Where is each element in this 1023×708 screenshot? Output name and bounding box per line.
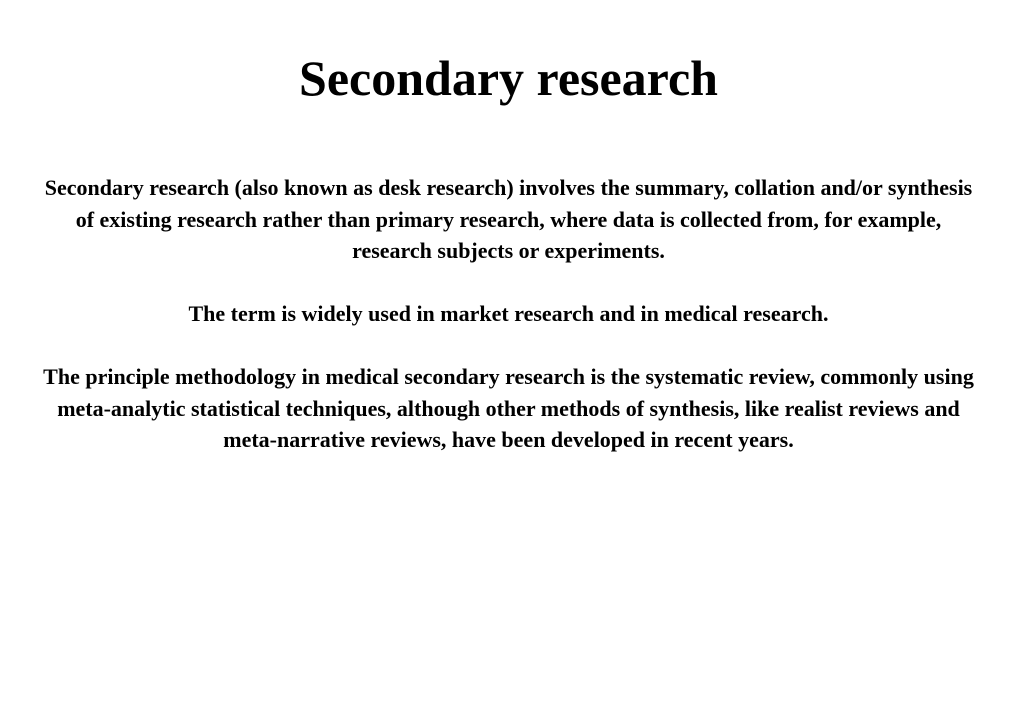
paragraph-definition: Secondary research (also known as desk research) involves the summary, collation and/or synthesis of existing research rather than primary research, where data is collected from, for example, research subjects or experiments. (44, 175, 973, 263)
paragraph-methodology: The principle methodology in medical secondary research is the systematic review, commonly using meta-analytic statistical techniques, although other methods of synthesis, like realist reviews and meta-narrative reviews, have been developed in recent years. (43, 364, 974, 452)
slide-body (40, 172, 977, 487)
slide-title: Secondary research (299, 50, 718, 106)
paragraph-usage: The term is widely used in market research and in medical research. (188, 301, 829, 326)
